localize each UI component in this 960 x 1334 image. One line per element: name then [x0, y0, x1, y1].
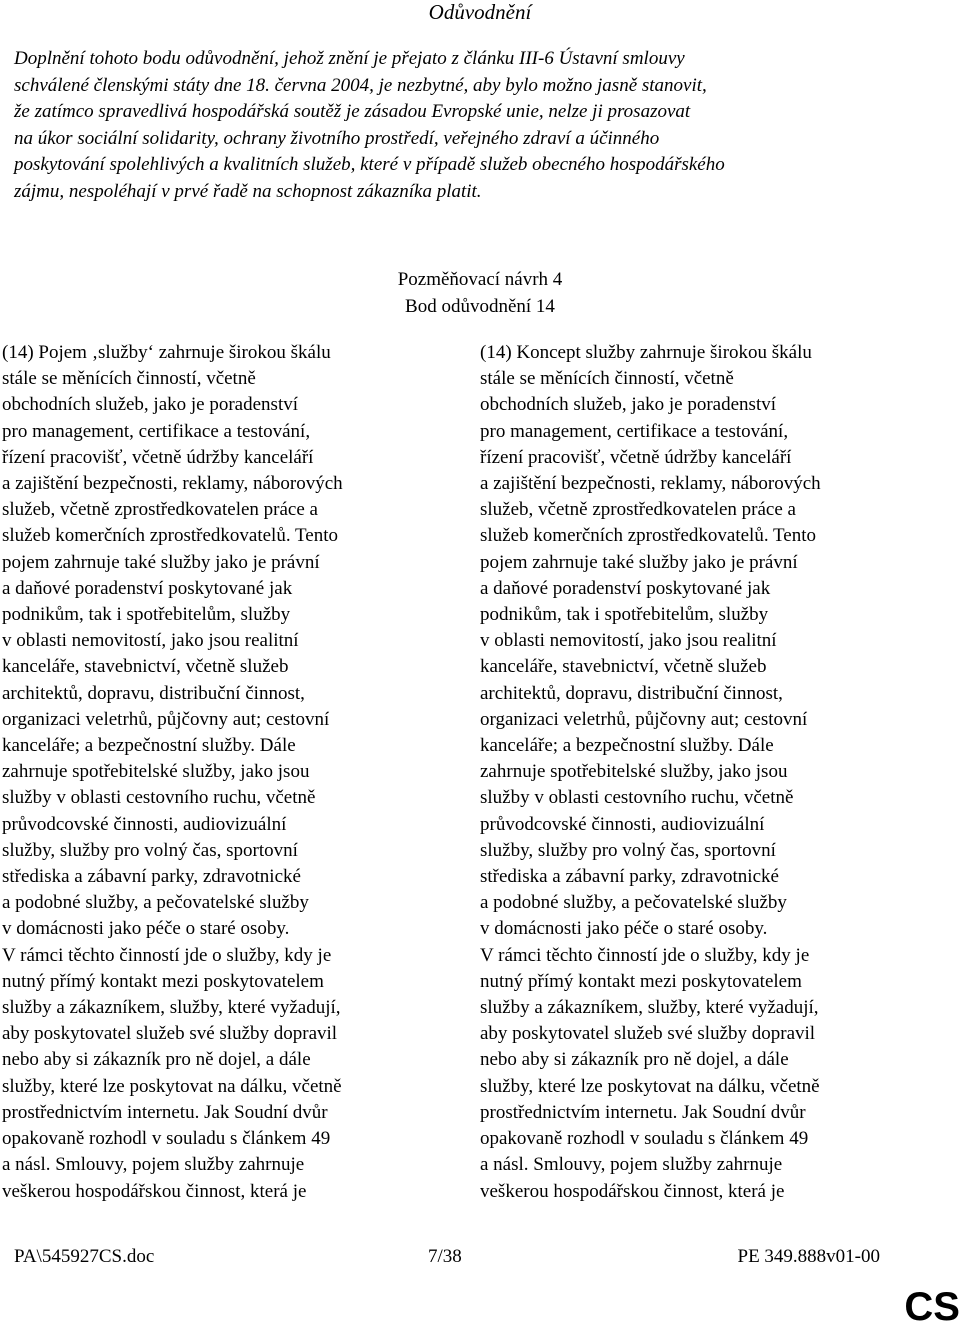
amended-text-line: služeb, včetně zprostředkovatelen práce a [480, 499, 796, 521]
original-text-line: a podobné služby, a pečovatelské služby [2, 892, 309, 914]
original-text-line: v domácnosti jako péče o staré osoby. [2, 918, 290, 940]
original-text-line: průvodcovské činnosti, audiovizuální [2, 813, 287, 835]
justification-line: na úkor sociální solidarity, ochrany životního prostředí, veřejného zdraví a účinného [14, 127, 660, 149]
amended-text-line: podnikům, tak i spotřebitelům, služby [480, 604, 769, 626]
original-text-line: podnikům, tak i spotřebitelům, služby [2, 604, 291, 626]
amended-text-line: a zajištění bezpečnosti, reklamy, náborových [480, 473, 821, 495]
amended-text-line: kanceláře; a bezpečnostní služby. Dále [480, 735, 774, 757]
amended-text-line: kanceláře, stavebnictví, včetně služeb [480, 656, 767, 678]
amended-text-line: průvodcovské činnosti, audiovizuální [480, 813, 765, 835]
amendment-heading [0, 266, 960, 320]
original-text-line: řízení pracovišť, včetně údržby kanceláří [2, 446, 314, 468]
original-text-line: (14) Pojem ‚služby‘ zahrnuje širokou škálu [2, 342, 331, 363]
original-text-line: opakovaně rozhodl v souladu s článkem 49 [2, 1128, 331, 1150]
original-text-line: služby a zákazníkem, služby, které vyžadují, [2, 997, 341, 1019]
original-text-line: pro management, certifikace a testování, [2, 420, 311, 442]
amendment-subject: Bod odůvodnění 14 [405, 296, 555, 317]
original-text-line: kanceláře; a bezpečnostní služby. Dále [2, 735, 296, 757]
original-text-line: střediska a zábavní parky, zdravotnické [2, 866, 301, 888]
amended-text-line: (14) Koncept služby zahrnuje širokou škálu [480, 342, 812, 363]
amended-text-line: služeb komerčních zprostředkovatelů. Tento [480, 525, 816, 547]
amended-text-line: pojem zahrnuje také služby jako je právní [480, 551, 798, 573]
original-text-line: V rámci těchto činností jde o služby, kdy je [2, 944, 332, 966]
amended-text-line: pro management, certifikace a testování, [480, 420, 789, 442]
justification-line: zájmu, nespoléhají v prvé řadě na schopnost zákazníka platit. [14, 180, 482, 202]
original-text-line: aby poskytovatel služeb své služby dopravil [2, 1023, 338, 1045]
amended-text-line: služby, služby pro volný čas, sportovní [480, 839, 776, 861]
original-text-column [2, 340, 442, 1205]
original-text-line: služby, které lze poskytovat na dálku, včetně [2, 1075, 342, 1097]
original-text-line: služby v oblasti cestovního ruchu, včetně [2, 787, 316, 809]
amended-text-line: obchodních služeb, jako je poradenství [480, 394, 777, 416]
justification-text [14, 46, 894, 205]
language-code: CS [904, 1285, 960, 1329]
amended-text-line: a podobné služby, a pečovatelské služby [480, 892, 787, 914]
original-text-line: v oblasti nemovitostí, jako jsou realitní [2, 630, 299, 652]
amended-text-line: organizaci veletrhů, půjčovny aut; cestovní [480, 708, 808, 730]
original-text-line: stále se měnících činností, včetně [2, 368, 256, 390]
justification-title: Odůvodnění [428, 0, 532, 24]
original-text-line: architektů, dopravu, distribuční činnost, [2, 682, 305, 704]
amended-text-column [480, 340, 920, 1205]
amended-text-line: v domácnosti jako péče o staré osoby. [480, 918, 768, 940]
original-text-line: obchodních služeb, jako je poradenství [2, 394, 299, 416]
amended-text-line: a násl. Smlouvy, pojem služby zahrnuje [480, 1154, 783, 1176]
amended-text-line: nebo aby si zákazník pro ně dojel, a dále [480, 1049, 789, 1071]
original-text-line: služby, služby pro volný čas, sportovní [2, 839, 298, 861]
original-text-line: a násl. Smlouvy, pojem služby zahrnuje [2, 1154, 305, 1176]
amended-text-line: a daňové poradenství poskytované jak [480, 577, 771, 599]
page-number: 7/38 [428, 1246, 462, 1267]
justification-line: poskytování spolehlivých a kvalitních služeb, které v případě služeb obecného hospodářského [14, 154, 725, 175]
original-text-line: nebo aby si zákazník pro ně dojel, a dále [2, 1049, 311, 1071]
original-text-line: a zajištění bezpečnosti, reklamy, náborových [2, 473, 343, 495]
amended-text-line: služby, které lze poskytovat na dálku, včetně [480, 1075, 820, 1097]
amended-text-line: řízení pracovišť, včetně údržby kanceláří [480, 446, 792, 468]
pe-reference: PE 349.888v01-00 [737, 1246, 880, 1267]
amended-text-line: služby v oblasti cestovního ruchu, včetně [480, 787, 794, 809]
original-text-line: kanceláře, stavebnictví, včetně služeb [2, 656, 289, 678]
original-text-line: služeb komerčních zprostředkovatelů. Tento [2, 525, 338, 547]
amended-text-line: veškerou hospodářskou činnost, která je [480, 1180, 785, 1202]
justification-line: schválené členskými státy dne 18. června 2004, je nezbytné, aby bylo možno jasně stanovit, [14, 74, 707, 96]
original-text-line: veškerou hospodářskou činnost, která je [2, 1180, 307, 1202]
original-text-line: organizaci veletrhů, půjčovny aut; cestovní [2, 708, 330, 730]
amended-text-line: v oblasti nemovitostí, jako jsou realitní [480, 630, 777, 652]
original-text-line: a daňové poradenství poskytované jak [2, 577, 293, 599]
original-text-line: pojem zahrnuje také služby jako je právní [2, 551, 320, 573]
page-footer [0, 1244, 960, 1274]
original-text-line: nutný přímý kontakt mezi poskytovatelem [2, 970, 324, 992]
amended-text-line: opakovaně rozhodl v souladu s článkem 49 [480, 1128, 809, 1150]
amended-text-line: zahrnuje spotřebitelské služby, jako jsou [480, 761, 788, 783]
justification-line: že zatímco spravedlivá hospodářská soutěž je zásadou Evropské unie, nelze ji prosazovat [14, 101, 691, 122]
document-reference: PA\545927CS.doc [14, 1246, 155, 1267]
amended-text-line: střediska a zábavní parky, zdravotnické [480, 866, 779, 888]
original-text-line: služeb, včetně zprostředkovatelen práce a [2, 499, 318, 521]
amended-text-line: architektů, dopravu, distribuční činnost, [480, 682, 783, 704]
original-text-line: zahrnuje spotřebitelské služby, jako jsou [2, 761, 310, 783]
amendment-number: Pozměňovací návrh 4 [397, 269, 563, 290]
amended-text-line: aby poskytovatel služeb své služby dopravil [480, 1023, 816, 1045]
amended-text-line: prostřednictvím internetu. Jak Soudní dvůr [480, 1101, 806, 1123]
amended-text-line: nutný přímý kontakt mezi poskytovatelem [480, 970, 802, 992]
amended-text-line: V rámci těchto činností jde o služby, kdy je [480, 944, 810, 966]
amended-text-line: stále se měnících činností, včetně [480, 368, 734, 390]
justification-line: Doplnění tohoto bodu odůvodnění, jehož znění je přejato z článku III-6 Ústavní smlouvy [14, 48, 685, 69]
amended-text-line: služby a zákazníkem, služby, které vyžadují, [480, 997, 819, 1019]
original-text-line: prostřednictvím internetu. Jak Soudní dvůr [2, 1101, 328, 1123]
